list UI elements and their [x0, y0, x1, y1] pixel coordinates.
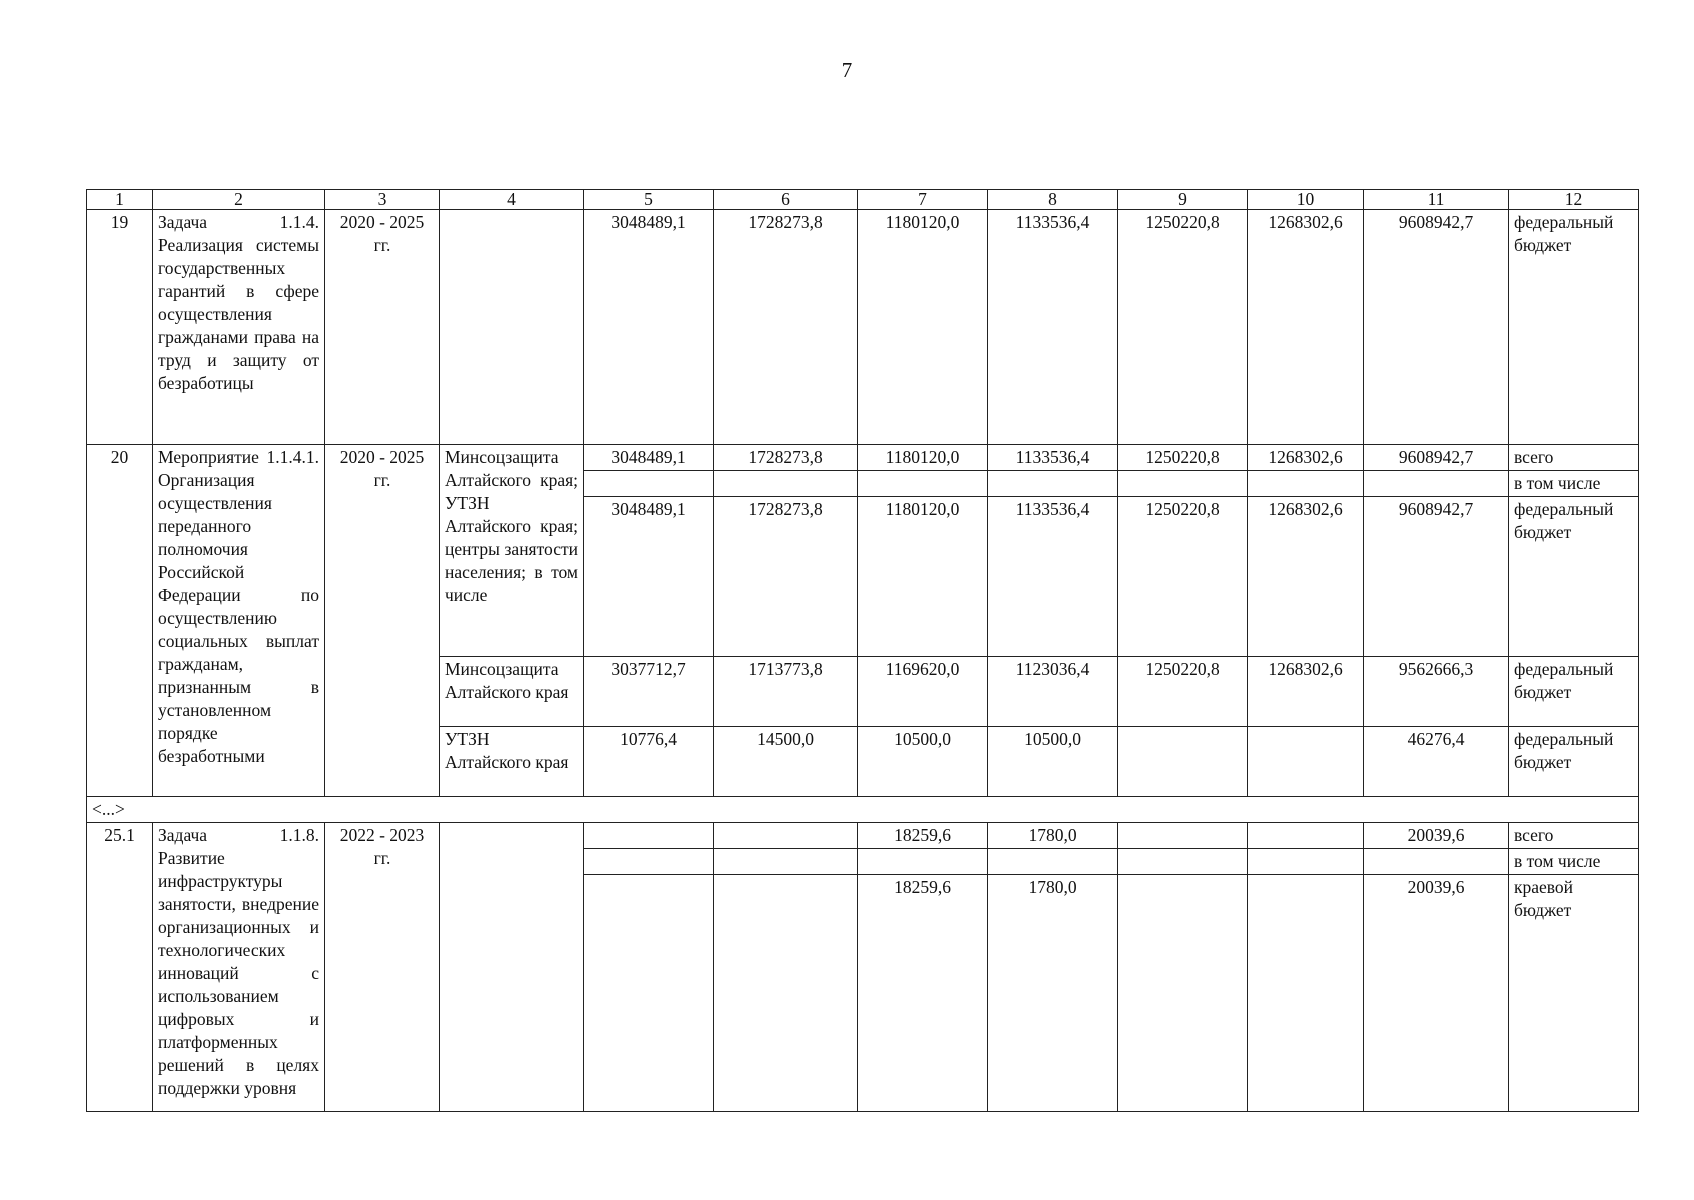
value-2022: 1180120,0 [858, 497, 988, 657]
value-2022: 1169620,0 [858, 657, 988, 727]
header-cell: 10 [1248, 190, 1364, 210]
header-cell: 4 [440, 190, 584, 210]
value-2023: 1133536,4 [988, 445, 1118, 471]
value-2024 [1118, 727, 1248, 797]
row-number: 25.1 [87, 823, 153, 1112]
empty-cell [1364, 471, 1509, 497]
funding-source: федеральный бюджет [1509, 657, 1639, 727]
value-total: 46276,4 [1364, 727, 1509, 797]
header-cell: 5 [584, 190, 714, 210]
empty-cell [858, 849, 988, 875]
value-2024: 1250220,8 [1118, 210, 1248, 445]
value-2022: 18259,6 [858, 875, 988, 1112]
funding-source: в том числе [1509, 471, 1639, 497]
value-2020 [584, 823, 714, 849]
executor [440, 210, 584, 445]
value-2025 [1248, 727, 1364, 797]
table-row-25-1-total [87, 823, 1639, 849]
value-2023: 1133536,4 [988, 210, 1118, 445]
empty-cell [1248, 471, 1364, 497]
value-2025: 1268302,6 [1248, 210, 1364, 445]
funding-source: федеральный бюджет [1509, 210, 1639, 445]
value-2021: 14500,0 [714, 727, 858, 797]
empty-cell [858, 471, 988, 497]
budget-table [86, 189, 1639, 1112]
empty-cell [584, 471, 714, 497]
empty-cell [988, 471, 1118, 497]
value-total: 9562666,3 [1364, 657, 1509, 727]
value-2020: 3048489,1 [584, 445, 714, 471]
value-2025 [1248, 875, 1364, 1112]
value-2021 [714, 875, 858, 1112]
header-cell: 8 [988, 190, 1118, 210]
value-2021: 1713773,8 [714, 657, 858, 727]
task-name: Мероприятие 1.1.4.1. Организация осуществления переданного полномочия Российской Федерации по осуществлению социальных выплат гражданам, признанным в установленном порядке безработными [153, 445, 325, 797]
funding-source: федеральный бюджет [1509, 497, 1639, 657]
table-row-20-total [87, 445, 1639, 471]
task-name: Задача 1.1.8. Развитие инфраструктуры занятости, внедрение организационных и технологических инноваций с использованием цифровых и платформенных решений в целях поддержки уровня [153, 823, 325, 1112]
empty-cell [1364, 849, 1509, 875]
value-2024 [1118, 823, 1248, 849]
header-cell: 9 [1118, 190, 1248, 210]
header-cell: 3 [325, 190, 440, 210]
value-2023: 1133536,4 [988, 497, 1118, 657]
executor: Минсоцзащита Алтайского края [440, 657, 584, 727]
value-2023: 1780,0 [988, 875, 1118, 1112]
value-2021: 1728273,8 [714, 497, 858, 657]
period: 2020 - 2025 гг. [325, 210, 440, 445]
funding-source: краевой бюджет [1509, 875, 1639, 1112]
row-number: 19 [87, 210, 153, 445]
empty-cell [1118, 849, 1248, 875]
row-number: 20 [87, 445, 153, 797]
empty-cell [714, 849, 858, 875]
header-cell: 7 [858, 190, 988, 210]
executor [440, 823, 584, 1112]
value-2020: 3048489,1 [584, 210, 714, 445]
value-total: 9608942,7 [1364, 497, 1509, 657]
value-2021 [714, 823, 858, 849]
table-row-19 [87, 210, 1639, 445]
executor: Минсоцзащита Алтайского края; УТЗН Алтайского края; центры занятости населения; в том числе [440, 445, 584, 657]
funding-source: федеральный бюджет [1509, 727, 1639, 797]
value-total: 20039,6 [1364, 875, 1509, 1112]
value-2024: 1250220,8 [1118, 657, 1248, 727]
value-2025 [1248, 823, 1364, 849]
ellipsis: <...> [87, 797, 1639, 823]
value-2025: 1268302,6 [1248, 657, 1364, 727]
header-cell: 11 [1364, 190, 1509, 210]
executor: УТЗН Алтайского края [440, 727, 584, 797]
empty-cell [1248, 849, 1364, 875]
empty-cell [584, 849, 714, 875]
value-2024: 1250220,8 [1118, 497, 1248, 657]
value-2025: 1268302,6 [1248, 445, 1364, 471]
period: 2020 - 2025 гг. [325, 445, 440, 797]
value-2023: 10500,0 [988, 727, 1118, 797]
empty-cell [988, 849, 1118, 875]
period: 2022 - 2023 гг. [325, 823, 440, 1112]
task-name: Задача 1.1.4. Реализация системы государственных гарантий в сфере осуществления гражданами права на труд и защиту от безработицы [153, 210, 325, 445]
funding-source: всего [1509, 823, 1639, 849]
value-2020: 10776,4 [584, 727, 714, 797]
header-cell: 12 [1509, 190, 1639, 210]
value-total: 9608942,7 [1364, 445, 1509, 471]
value-2025: 1268302,6 [1248, 497, 1364, 657]
empty-cell [714, 471, 858, 497]
value-2022: 1180120,0 [858, 445, 988, 471]
value-2021: 1728273,8 [714, 445, 858, 471]
header-cell: 6 [714, 190, 858, 210]
value-2022: 1180120,0 [858, 210, 988, 445]
page-number: 7 [841, 58, 853, 82]
value-2022: 18259,6 [858, 823, 988, 849]
value-2022: 10500,0 [858, 727, 988, 797]
funding-source: в том числе [1509, 849, 1639, 875]
funding-source: всего [1509, 445, 1639, 471]
header-cell: 2 [153, 190, 325, 210]
value-2020: 3048489,1 [584, 497, 714, 657]
empty-cell [1118, 471, 1248, 497]
value-2024 [1118, 875, 1248, 1112]
value-2020: 3037712,7 [584, 657, 714, 727]
value-2023: 1123036,4 [988, 657, 1118, 727]
value-total: 20039,6 [1364, 823, 1509, 849]
value-total: 9608942,7 [1364, 210, 1509, 445]
ellipsis-row [87, 797, 1639, 823]
value-2024: 1250220,8 [1118, 445, 1248, 471]
header-cell: 1 [87, 190, 153, 210]
value-2023: 1780,0 [988, 823, 1118, 849]
value-2021: 1728273,8 [714, 210, 858, 445]
value-2020 [584, 875, 714, 1112]
header-row [87, 190, 1639, 210]
